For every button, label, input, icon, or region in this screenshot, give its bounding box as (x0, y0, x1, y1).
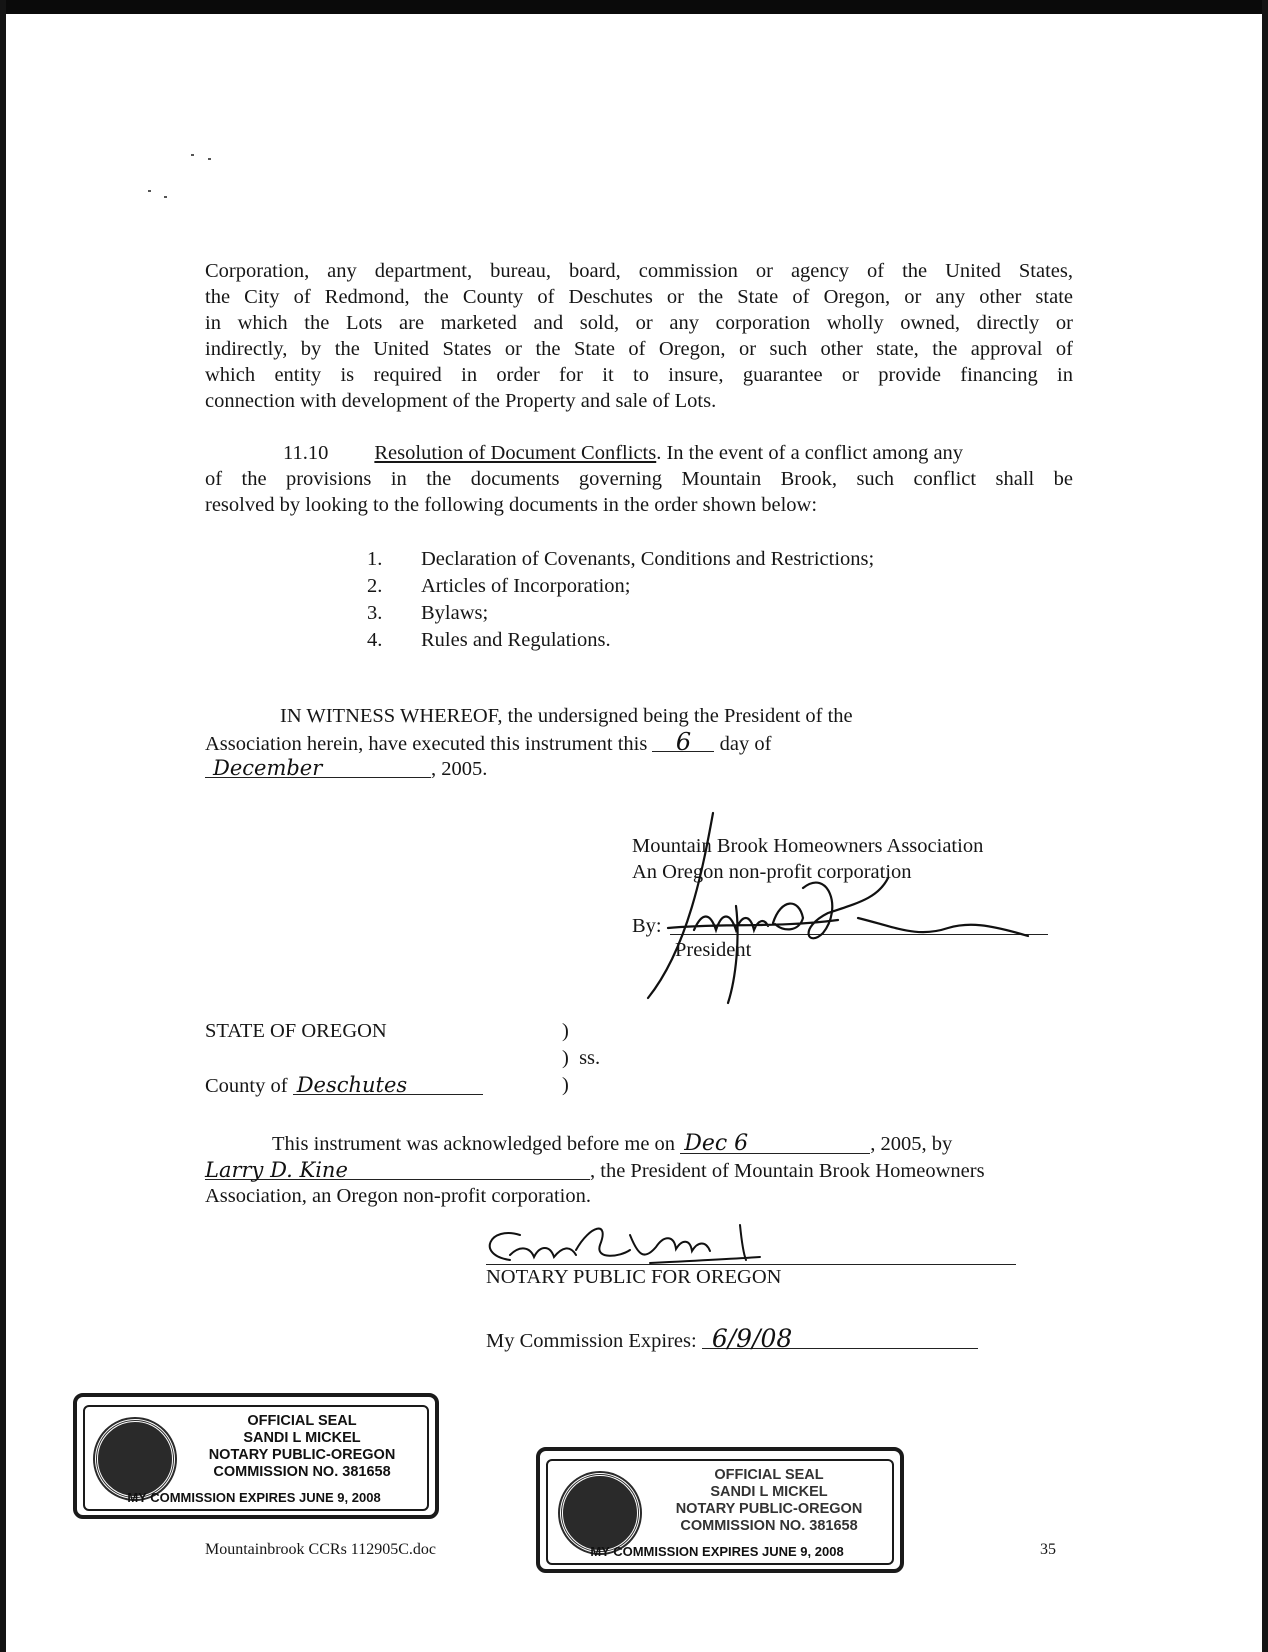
ack-line-3: Association, an Oregon non-profit corporation. (205, 1185, 591, 1207)
ack-line-2 (205, 1157, 985, 1184)
witness-line-1: IN WITNESS WHEREOF, the undersigned being the President of the (280, 705, 853, 727)
state-seal-emblem (560, 1473, 640, 1553)
list-item (367, 546, 874, 573)
commission-label: My Commission Expires: (486, 1330, 697, 1352)
scan-speck (164, 196, 167, 198)
section-line: of the provisions in the documents governing Mountain Brook, such conflict shall be (205, 468, 1073, 490)
page-number: 35 (1040, 1541, 1056, 1558)
by-label: By: (632, 915, 662, 937)
scan-right-border (1262, 0, 1268, 1652)
seal-line-1: OFFICIAL SEAL (714, 1467, 824, 1483)
date-handwritten: Dec 6 (684, 1131, 749, 1156)
association-name: Mountain Brook Homeowners Association (632, 835, 984, 857)
section-paragraph (205, 466, 1073, 518)
scan-left-border (0, 0, 6, 1652)
seal-line-2: SANDI L MICKEL (710, 1484, 828, 1500)
seal-line-4: COMMISSION NO. 381658 (213, 1464, 391, 1480)
year-text: , 2005. (431, 758, 488, 780)
association-desc: An Oregon non-profit corporation (632, 861, 912, 883)
ack-text: This instrument was acknowledged before me on (272, 1133, 676, 1155)
list-item-text: Rules and Regulations. (421, 629, 611, 651)
scan-speck (208, 158, 211, 160)
bracket-paren: ) ss. (562, 1047, 601, 1069)
witness-line-2 (205, 729, 771, 757)
name-blank (205, 1157, 590, 1180)
witness-text: Association herein, have executed this instrument this (205, 733, 648, 755)
county-handwritten: Deschutes (296, 1073, 408, 1097)
seal-line-5: MY COMMISSION EXPIRES JUNE 9, 2008 (590, 1544, 844, 1559)
section-heading (283, 440, 963, 466)
commission-blank (702, 1324, 978, 1353)
scan-speck (148, 190, 151, 192)
list-item-number: 4. (367, 629, 383, 651)
intro-line: Corporation, any department, bureau, board, commission or agency of the United States, (205, 260, 1073, 282)
list-item-number: 2. (367, 575, 383, 597)
intro-line: connection with development of the Property and sale of Lots. (205, 390, 717, 412)
notary-seal (536, 1447, 904, 1573)
ack-text: , 2005, by (870, 1133, 953, 1155)
notary-title: NOTARY PUBLIC FOR OREGON (486, 1266, 782, 1288)
list-item-text: Declaration of Covenants, Conditions and Restrictions; (421, 548, 875, 570)
section-heading-rest: . In the event of a conflict among any (656, 442, 964, 464)
scan-speck (191, 154, 194, 156)
list-item-number: 1. (367, 548, 383, 570)
seal-line-3: NOTARY PUBLIC-OREGON (208, 1447, 396, 1463)
seal-line-5: MY COMMISSION EXPIRES JUNE 9, 2008 (127, 1490, 381, 1505)
section-title: Resolution of Document Conflicts (374, 442, 657, 464)
witness-line-3 (205, 755, 487, 782)
commission-date-handwritten: 6/9/08 (711, 1324, 793, 1353)
ack-text: , the President of Mountain Brook Homeowners (590, 1160, 985, 1182)
intro-line: which entity is required in order for it to insure, guarantee or provide financing in (205, 364, 1073, 386)
county-label: County of (205, 1075, 288, 1097)
intro-paragraph (205, 258, 1073, 414)
list-item (367, 627, 874, 654)
bracket-paren: ) (562, 1020, 569, 1042)
witness-text: day of (719, 733, 772, 755)
president-signature (628, 808, 1048, 1008)
seal-text (177, 1413, 427, 1481)
section-number: 11.10 (283, 442, 329, 464)
section-line: resolved by looking to the following documents in the order shown below: (205, 494, 818, 516)
scan-top-border (0, 0, 1268, 14)
intro-line: in which the Lots are marketed and sold, or any corporation wholly owned, directly or (205, 312, 1073, 334)
list-item-text: Bylaws; (421, 602, 489, 624)
priority-list (367, 546, 874, 654)
county-blank (293, 1072, 483, 1095)
list-item-number: 3. (367, 602, 383, 624)
list-item (367, 573, 874, 600)
footer-filename: Mountainbrook CCRs 112905C.doc (205, 1541, 436, 1558)
ss-label: ss. (579, 1047, 601, 1069)
seal-line-2: SANDI L MICKEL (243, 1430, 361, 1446)
state-label: STATE OF OREGON (205, 1020, 387, 1042)
name-handwritten: Larry D. Kine (205, 1158, 348, 1182)
intro-line: indirectly, by the United States or the State of Oregon, or such other state, the approval of (205, 338, 1073, 360)
county-line (205, 1072, 483, 1099)
list-item-text: Articles of Incorporation; (421, 575, 631, 597)
day-handwritten: 6 (675, 728, 692, 756)
seal-line-3: NOTARY PUBLIC-OREGON (675, 1501, 863, 1517)
date-blank (680, 1131, 870, 1154)
month-handwritten: December (213, 756, 323, 780)
ack-line-1 (272, 1131, 952, 1157)
notary-seal (73, 1393, 439, 1519)
state-seal-emblem (95, 1419, 175, 1499)
commission-line (486, 1326, 978, 1354)
list-item (367, 600, 874, 627)
month-blank (205, 755, 431, 778)
day-blank (652, 728, 714, 756)
seal-line-4: COMMISSION NO. 381658 (680, 1518, 858, 1534)
seal-line-1: OFFICIAL SEAL (247, 1413, 357, 1429)
president-label: President (675, 939, 752, 961)
bracket-paren: ) (562, 1074, 569, 1096)
seal-text (644, 1467, 894, 1535)
intro-line: the City of Redmond, the County of Deschutes or the State of Oregon, or any other state (205, 286, 1073, 308)
